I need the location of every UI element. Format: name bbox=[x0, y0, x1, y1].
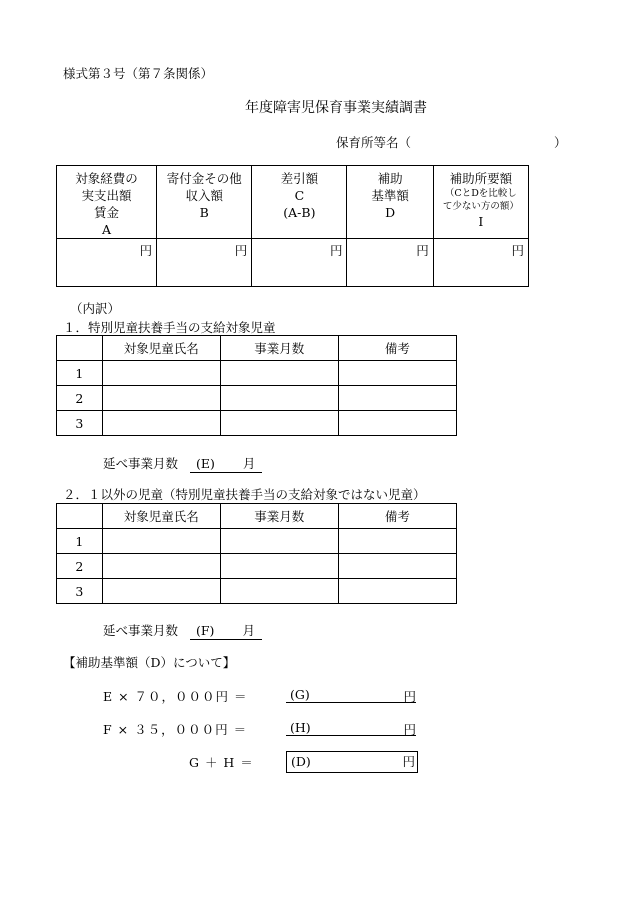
header-d: 補助 基準額 D bbox=[347, 166, 433, 239]
child-name-cell[interactable] bbox=[102, 386, 220, 411]
section1-col-months: 事業月数 bbox=[220, 336, 338, 361]
calc-g-field[interactable]: (G) 円 bbox=[286, 687, 416, 703]
child-name-cell[interactable] bbox=[102, 529, 220, 554]
section1-col-index bbox=[57, 336, 103, 361]
amount-a-cell[interactable]: 円 bbox=[57, 239, 157, 287]
child-name-cell[interactable] bbox=[102, 554, 220, 579]
child-name-cell[interactable] bbox=[102, 361, 220, 386]
facility-name-close: ） bbox=[554, 135, 567, 150]
table-row: 1 bbox=[57, 361, 457, 386]
section1-table bbox=[56, 335, 457, 436]
child-name-cell[interactable] bbox=[102, 579, 220, 604]
notes-cell[interactable] bbox=[338, 579, 456, 604]
page-title: 年度障害児保育事業実績調書 bbox=[245, 100, 427, 116]
amount-d-cell[interactable]: 円 bbox=[347, 239, 433, 287]
facility-name-label: 保育所等名（ bbox=[336, 135, 412, 150]
amount-b-cell[interactable]: 円 bbox=[157, 239, 252, 287]
calc-heading: 【補助基準額（D）について】 bbox=[63, 655, 236, 670]
table-row: 1 bbox=[57, 529, 457, 554]
notes-cell[interactable] bbox=[338, 386, 456, 411]
header-b: 寄付金その他 収入額 B bbox=[157, 166, 252, 239]
months-cell[interactable] bbox=[220, 361, 338, 386]
breakdown-label: （内訳） bbox=[70, 301, 121, 316]
table-row: 2 bbox=[57, 386, 457, 411]
section2-total-field[interactable]: (F) 月 bbox=[190, 621, 262, 640]
section2-total: 延べ事業月数 (F) 月 bbox=[103, 621, 262, 640]
section2-col-name: 対象児童氏名 bbox=[102, 504, 220, 529]
calc-line1-formula: E × ７０，０００円 ＝ bbox=[103, 689, 248, 704]
section1-total: 延べ事業月数 (E) 月 bbox=[103, 454, 262, 473]
form-number: 様式第３号（第７条関係） bbox=[63, 66, 214, 81]
section2-col-months: 事業月数 bbox=[220, 504, 338, 529]
section1-col-name: 対象児童氏名 bbox=[102, 336, 220, 361]
header-c: 差引額 C (A-B) bbox=[252, 166, 347, 239]
months-cell[interactable] bbox=[220, 579, 338, 604]
header-a: 対象経費の 実支出額 賃金 A bbox=[57, 166, 157, 239]
notes-cell[interactable] bbox=[338, 361, 456, 386]
calc-d-field[interactable]: (D) 円 bbox=[286, 751, 418, 773]
calc-line2-formula: F × ３５，０００円 ＝ bbox=[103, 722, 248, 737]
months-cell[interactable] bbox=[220, 411, 338, 436]
notes-cell[interactable] bbox=[338, 554, 456, 579]
header-i: 補助所要額 （CとDを比較し て少ない方の額） I bbox=[433, 166, 528, 239]
amount-i-cell[interactable]: 円 bbox=[433, 239, 528, 287]
section1-col-notes: 備考 bbox=[338, 336, 456, 361]
months-cell[interactable] bbox=[220, 529, 338, 554]
amount-c-cell[interactable]: 円 bbox=[252, 239, 347, 287]
months-cell[interactable] bbox=[220, 386, 338, 411]
section2-table bbox=[56, 503, 457, 604]
table-row: 3 bbox=[57, 411, 457, 436]
months-cell[interactable] bbox=[220, 554, 338, 579]
child-name-cell[interactable] bbox=[102, 411, 220, 436]
calc-line3-formula: G ＋ H ＝ bbox=[189, 755, 254, 770]
calc-h-field[interactable]: (H) 円 bbox=[286, 720, 416, 736]
section1-total-field[interactable]: (E) 月 bbox=[190, 454, 262, 473]
table-row: 3 bbox=[57, 579, 457, 604]
section1-heading: １．特別児童扶養手当の支給対象児童 bbox=[63, 320, 276, 335]
summary-table bbox=[56, 165, 529, 287]
notes-cell[interactable] bbox=[338, 411, 456, 436]
notes-cell[interactable] bbox=[338, 529, 456, 554]
section2-col-index bbox=[57, 504, 103, 529]
section2-col-notes: 備考 bbox=[338, 504, 456, 529]
section2-heading: ２．１以外の児童（特別児童扶養手当の支給対象ではない児童） bbox=[63, 487, 426, 502]
table-row: 2 bbox=[57, 554, 457, 579]
